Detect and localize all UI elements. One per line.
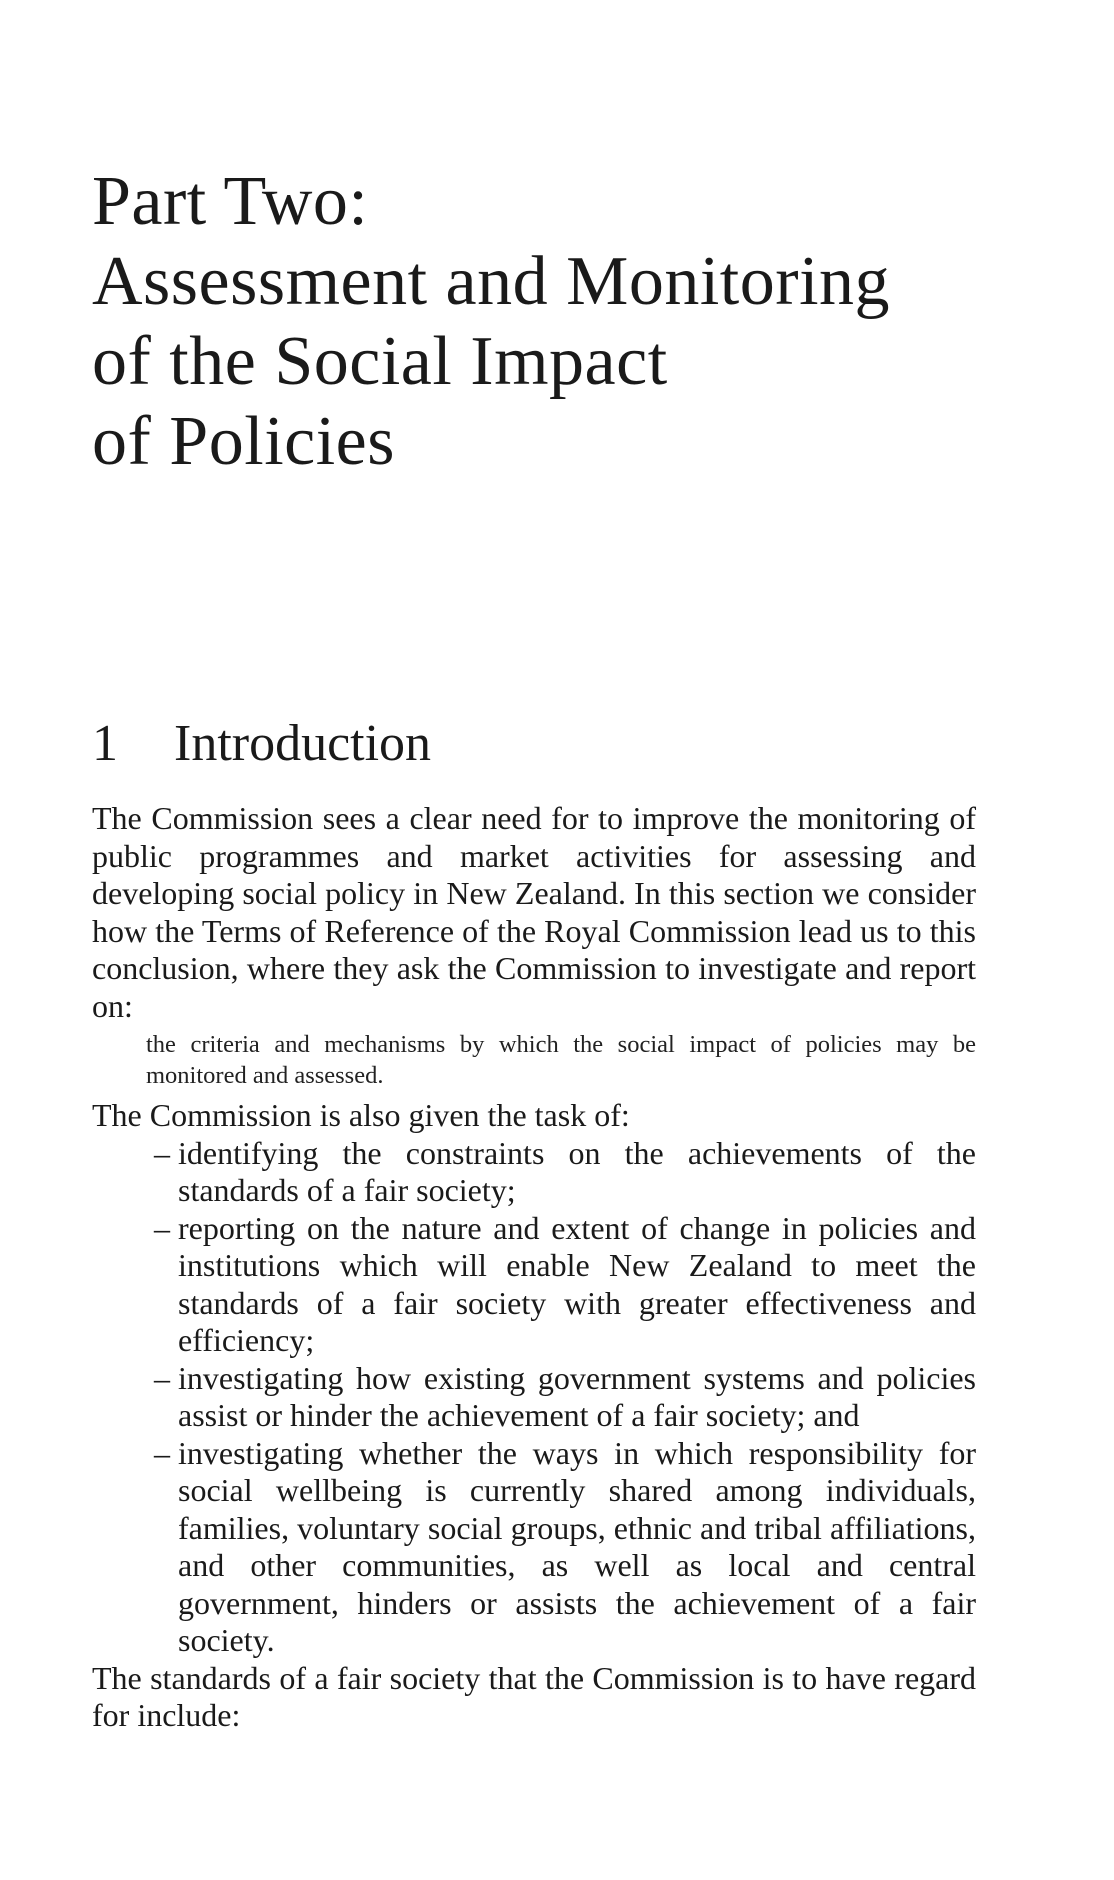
part-title — [92, 162, 1052, 482]
section-number: 1 — [92, 715, 118, 772]
closing-paragraph: The standards of a fair society that the Commission is to have regard for include: — [92, 1659, 976, 1733]
list-item: – identifying the constraints on the achievements of the standards of a fair society; — [92, 1135, 976, 1210]
task-list — [92, 1135, 976, 1660]
part-title-line: of Policies — [92, 403, 395, 480]
list-item: – reporting on the nature and extent of change in policies and institutions which will enable New Zealand to meet the standards of a fair society with greater effectiveness and efficiency; — [92, 1210, 976, 1360]
section-heading — [92, 714, 431, 774]
part-title-line: Assessment and Monitoring — [92, 243, 891, 320]
part-title-line: of the Social Impact — [92, 323, 668, 400]
terms-of-reference-quote: the criteria and mechanisms by which the social impact of policies may be monitored and assessed. — [146, 1031, 976, 1089]
list-item: – investigating whether the ways in which responsibility for social wellbeing is currently shared among individuals, families, voluntary social groups, ethnic and tribal affiliations, and other communities, as well as local and central government, hinders or assists the achievement of a fair society. — [92, 1435, 976, 1660]
part-title-line: Part Two: — [92, 163, 369, 240]
task-lead-paragraph: The Commission is also given the task of: — [92, 1097, 630, 1133]
section-title: Introduction — [174, 715, 432, 772]
section-body — [92, 800, 976, 1735]
list-item: – investigating how existing government systems and policies assist or hinder the achievement of a fair society; and — [92, 1360, 976, 1435]
intro-paragraph: The Commission sees a clear need for to improve the monitoring of public programmes and market activities for assessing and developing social policy in New Zealand. In this section we consider how the Terms of Reference of the Royal Commission lead us to this conclusion, where they ask the Commission to investigate and report on: — [92, 800, 976, 1024]
